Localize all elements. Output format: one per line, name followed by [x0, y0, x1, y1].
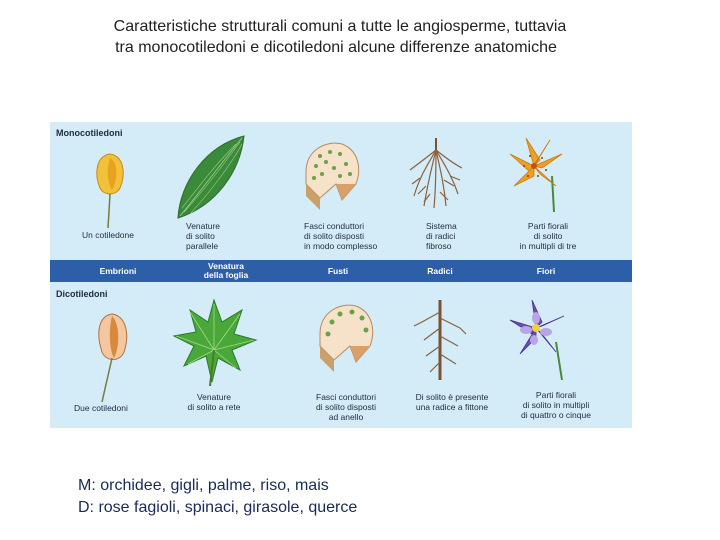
- monocot-leaf-figure: [170, 132, 250, 222]
- dicot-stem-caption: Fasci conduttori di solito disposti ad anello: [315, 392, 376, 422]
- dicot-root-caption: Di solito è presente una radice a fittone: [415, 392, 489, 412]
- monocot-flower-caption: Parti fiorali di solito in multipli di tre: [519, 221, 577, 251]
- category-fiori: Fiori: [536, 265, 556, 276]
- dicot-section-label: Dicotiledoni: [56, 289, 108, 299]
- dicot-embryo-caption: Due cotiledoni: [74, 403, 128, 413]
- dicot-stem-figure: [310, 296, 382, 376]
- title-line-1: Caratteristiche strutturali comuni a tutte le angiosperme, tuttavia: [113, 18, 567, 35]
- dicot-flower-figure: [506, 296, 570, 380]
- monocot-embryo-caption: Un cotiledone: [82, 230, 134, 240]
- monocot-embryo-figure: [90, 150, 130, 230]
- dicot-leaf-caption: Venature di solito a rete: [187, 392, 241, 412]
- slide-title: [0, 16, 680, 58]
- monocot-stem-figure: [296, 134, 368, 214]
- dicot-leaf-figure: [170, 294, 260, 388]
- category-venatura: Venatura della foglia: [203, 261, 249, 280]
- dicot-embryo-figure: [90, 312, 132, 404]
- comparison-diagram: [50, 122, 632, 428]
- dicot-root-figure: [412, 298, 468, 384]
- monocot-flower-figure: [506, 136, 566, 212]
- title-line-2: tra monocotiledoni e dicotiledoni alcune differenze anatomiche: [115, 39, 557, 56]
- category-fusti: Fusti: [327, 265, 349, 276]
- monocot-examples: M: orchidee, gigli, palme, riso, mais: [78, 477, 329, 494]
- monocot-stem-caption: Fasci conduttori di solito disposti in modo complesso: [304, 221, 378, 251]
- category-embrioni: Embrioni: [99, 265, 137, 276]
- monocot-root-caption: Sistema di radici fibroso: [426, 221, 457, 251]
- monocot-section-label: Monocotiledoni: [56, 128, 123, 138]
- monocot-root-figure: [408, 136, 464, 212]
- monocot-leaf-caption: Venature di solito parallele: [186, 221, 221, 251]
- category-radici: Radici: [427, 265, 453, 276]
- examples-notes: [78, 475, 357, 519]
- dicot-flower-caption: Parti fiorali di solito in multipli di quattro o cinque: [521, 390, 591, 420]
- category-band: [50, 260, 632, 282]
- dicot-examples: D: rose fagioli, spinaci, girasole, querce: [78, 499, 358, 516]
